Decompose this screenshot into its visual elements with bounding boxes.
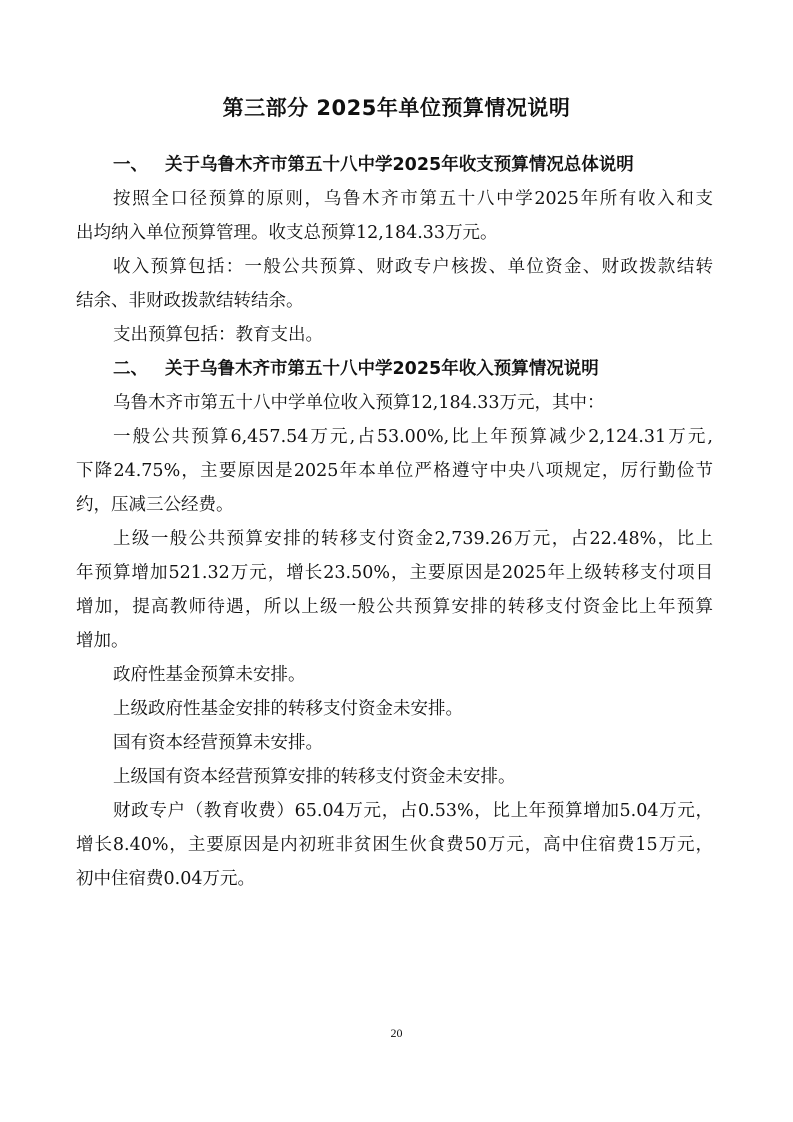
paragraph-line: 结余、非财政拨款结转结余。: [76, 291, 304, 311]
paragraph-line: 乌鲁木齐市第五十八中学单位收入预算12,184.33万元，其中：: [113, 393, 605, 413]
paragraph-line: 年预算增加521.32万元，增长23.50%，主要原因是2025年上级转移支付项目: [76, 563, 713, 583]
section-heading-text: 关于乌鲁木齐市第五十八中学2025年收入预算情况说明: [165, 359, 599, 379]
page-number: 20: [390, 1026, 403, 1040]
section-heading-text: 关于乌鲁木齐市第五十八中学2025年收支预算情况总体说明: [165, 155, 634, 175]
paragraph-line: 初中住宿费0.04万元。: [76, 869, 255, 889]
paragraph-line: 上级一般公共预算安排的转移支付资金2,739.26万元，占22.48%，比上: [113, 529, 713, 549]
document-body: [76, 148, 713, 896]
section-number: 一、: [113, 155, 148, 175]
paragraph-line: 下降24.75%，主要原因是2025年本单位严格遵守中央八项规定，厉行勤俭节: [76, 461, 713, 481]
paragraph-line: 增加，提高教师待遇，所以上级一般公共预算安排的转移支付资金比上年预算: [76, 597, 713, 617]
paragraph-line: 财政专户（教育收费）65.04万元，占0.53%，比上年预算增加5.04万元，: [113, 801, 713, 821]
paragraph-line: 支出预算包括：教育支出。: [113, 325, 323, 345]
paragraph-line: 国有资本经营预算未安排。: [113, 733, 323, 753]
paragraph-line: 政府性基金预算未安排。: [113, 665, 306, 685]
section-heading: [76, 148, 713, 182]
paragraph-line: 约，压减三公经费。: [76, 495, 234, 515]
paragraph-line: 收入预算包括：一般公共预算、财政专户核拨、单位资金、财政拨款结转: [113, 257, 713, 277]
paragraph-line: 增加。: [76, 631, 129, 651]
paragraph-line: 一般公共预算6,457.54万元,占53.00%,比上年预算减少2,124.31万元,: [113, 427, 713, 447]
paragraph-line: 增长8.40%，主要原因是内初班非贫困生伙食费50万元，高中住宿费15万元，: [76, 835, 713, 855]
section-heading: [76, 352, 713, 386]
section-number: 二、: [113, 359, 148, 379]
paragraph-line: 上级政府性基金安排的转移支付资金未安排。: [113, 699, 463, 719]
paragraph-line: 出均纳入单位预算管理。收支总预算12,184.33万元。: [76, 223, 498, 243]
paragraph-line: 按照全口径预算的原则，乌鲁木齐市第五十八中学2025年所有收入和支: [113, 189, 713, 209]
page-title: 第三部分 2025年单位预算情况说明: [222, 96, 571, 120]
paragraph-line: 上级国有资本经营预算安排的转移支付资金未安排。: [113, 767, 516, 787]
